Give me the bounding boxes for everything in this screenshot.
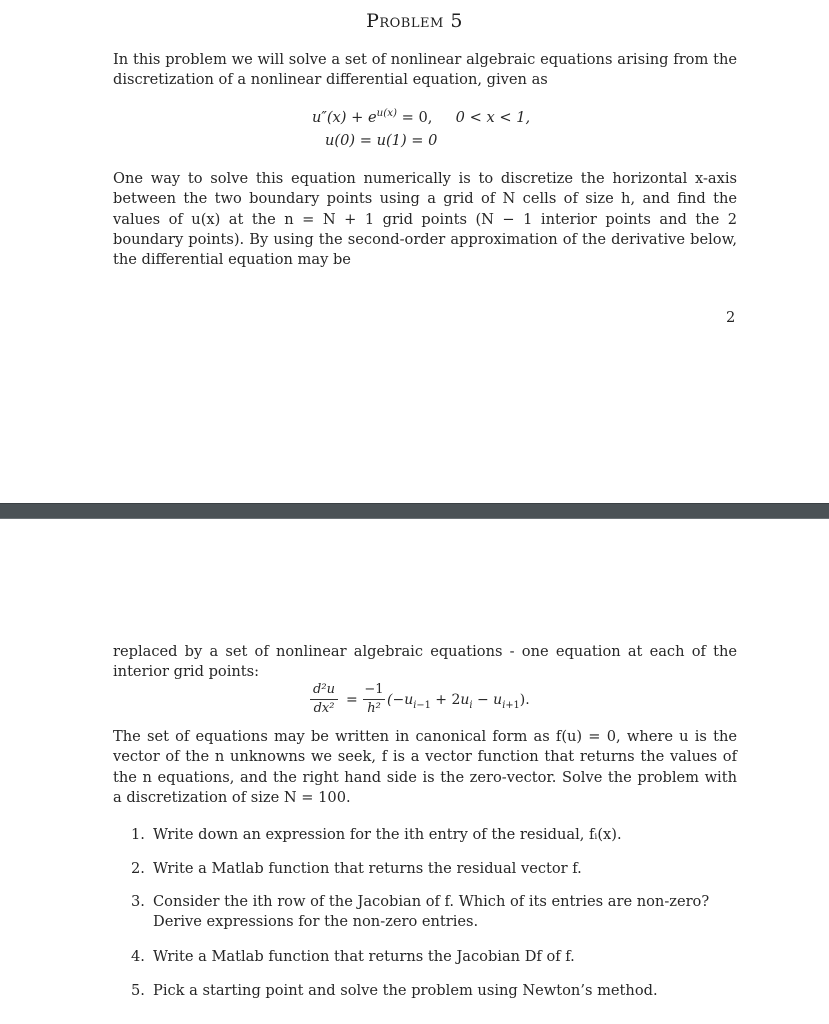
coefficient-fraction	[363, 682, 385, 717]
derivative-rhs: $(-u_{i-1} + 2u_i - u_{i+1})$.	[387, 692, 530, 711]
list-item: 5. Pick a starting point and solve the problem using Newton’s method.	[131, 982, 658, 999]
equation-ode-rhs: = 0,	[396, 109, 433, 126]
problem-title: Problem 5	[366, 10, 463, 32]
equation-ode-domain: 0 < x < 1,	[455, 109, 531, 126]
coefficient-denominator: h²	[367, 701, 381, 716]
equation-ode	[312, 108, 530, 128]
discretization-paragraph: One way to solve this equation numerically is to discretize the horizontal x-axis between the two boundary points using a grid of N cells of size h, and find the values of u(x) at the n = N + 1 grid points (N − 1 interior points and the 2 boundary points). By using the second-order approximation of the derivative below, the differential equation may be	[113, 170, 737, 269]
derivative-fraction	[310, 682, 338, 717]
canonical-form-paragraph: The set of equations may be written in canonical form as f(u) = 0, where u is the vector of the n unknowns we seek, f is a vector function that returns the values of the n equations, and the right hand side is the zero-vector. Solve the problem with a discretization of size N = 100.	[113, 728, 737, 806]
interior-points-paragraph: replaced by a set of nonlinear algebraic equations - one equation at each of the interior grid points:	[113, 643, 737, 681]
list-item: 1. Write down an expression for the ith entry of the residual, fᵢ(x).	[131, 826, 622, 843]
derivative-denominator: dx²	[313, 701, 335, 716]
derivative-numerator: d²u	[313, 682, 335, 697]
equation-ode-lhs: u″(x) + e	[312, 109, 377, 126]
document-page-2	[0, 519, 829, 1024]
list-item: 4. Write a Matlab function that returns the Jacobian Df of f.	[131, 948, 575, 965]
page-separator	[0, 503, 829, 519]
page-number: 2	[726, 309, 736, 326]
equals-sign: =	[346, 692, 358, 708]
list-item: 2. Write a Matlab function that returns the residual vector f.	[131, 860, 582, 877]
equation-boundary: u(0) = u(1) = 0	[325, 132, 438, 149]
document-page-1	[0, 0, 829, 503]
intro-paragraph: In this problem we will solve a set of nonlinear algebraic equations arising from the discretization of a nonlinear differential equation, given as	[113, 51, 737, 89]
second-derivative-approximation	[310, 682, 570, 726]
equation-ode-exponent: u(x)	[376, 108, 397, 120]
coefficient-numerator: −1	[364, 682, 384, 697]
list-item: 3. Consider the ith row of the Jacobian of f. Which of its entries are non-zero? Derive expressions for the non-zero entries.	[131, 893, 710, 931]
